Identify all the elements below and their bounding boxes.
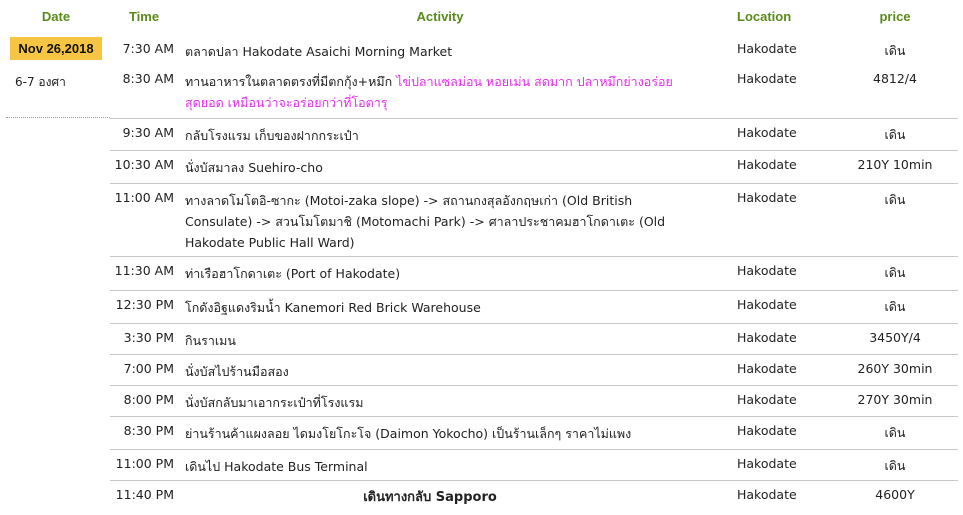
row-activity bbox=[185, 71, 675, 113]
table-row bbox=[110, 183, 958, 257]
row-time: 7:00 PM bbox=[123, 361, 174, 376]
row-activity: โกดังอิฐแดงริมน้ำ Kanemori Red Brick Warehouse bbox=[185, 300, 481, 315]
table-row bbox=[110, 256, 958, 291]
table-row bbox=[110, 150, 958, 184]
row-location: Hakodate bbox=[737, 487, 797, 502]
row-activity-highlight: ไข่ปลาแซลม่อน หอยเม่น สดมาก ปลาหมึกย่างอร่อย สุดยอด เหมือนว่าจะอร่อยกว่าที่โอตารุ bbox=[185, 74, 673, 110]
row-time: 8:30 PM bbox=[123, 423, 174, 438]
row-activity: นั่งบัสมาลง Suehiro-cho bbox=[185, 160, 323, 175]
row-time: 8:00 PM bbox=[123, 392, 174, 407]
row-time: 10:30 AM bbox=[114, 157, 174, 172]
row-price: เดิน bbox=[884, 265, 906, 280]
row-location: Hakodate bbox=[737, 456, 797, 471]
row-activity: ย่านร้านค้าแผงลอย ไดมงโยโกะโจ (Daimon Yokocho) เป็นร้านเล็กๆ ราคาไม่แพง bbox=[185, 426, 632, 441]
row-activity: กลับโรงแรม เก็บของฝากกระเป๋า bbox=[185, 128, 359, 143]
header-location: Location bbox=[737, 9, 792, 24]
temperature-note: 6-7 องศา bbox=[15, 75, 66, 89]
row-price: เดิน bbox=[884, 127, 906, 142]
row-price: เดิน bbox=[884, 192, 906, 207]
row-time: 12:30 PM bbox=[115, 297, 174, 312]
table-row bbox=[110, 416, 958, 450]
row-location: Hakodate bbox=[737, 392, 797, 407]
table-row bbox=[110, 118, 958, 151]
table-row bbox=[110, 35, 958, 65]
row-price: 260Y 30min bbox=[857, 361, 933, 376]
row-price: 4600Y bbox=[875, 487, 915, 502]
row-price: เดิน bbox=[884, 299, 906, 314]
row-time: 7:30 AM bbox=[122, 41, 174, 56]
table-row bbox=[110, 385, 958, 417]
row-location: Hakodate bbox=[737, 41, 797, 56]
row-location: Hakodate bbox=[737, 263, 797, 278]
divider bbox=[6, 117, 110, 118]
row-price: 4812/4 bbox=[873, 71, 917, 86]
row-activity: กินราเมน bbox=[185, 333, 236, 348]
row-location: Hakodate bbox=[737, 423, 797, 438]
header-date: Date bbox=[41, 9, 71, 24]
row-location: Hakodate bbox=[737, 361, 797, 376]
row-location: Hakodate bbox=[737, 157, 797, 172]
row-location: Hakodate bbox=[737, 330, 797, 345]
row-activity: ท่าเรือฮาโกดาเตะ (Port of Hakodate) bbox=[185, 266, 401, 281]
table-row bbox=[110, 323, 958, 355]
row-activity-text: ทานอาหารในตลาดตรงที่มีตกกุ้ง+หมึก bbox=[185, 74, 397, 89]
row-time: 11:40 PM bbox=[115, 487, 174, 502]
row-time: 9:30 AM bbox=[122, 125, 174, 140]
table-header bbox=[0, 0, 963, 34]
row-price: เดิน bbox=[884, 425, 906, 440]
row-activity: เดินไป Hakodate Bus Terminal bbox=[185, 459, 368, 474]
row-location: Hakodate bbox=[737, 125, 797, 140]
row-price: เดิน bbox=[884, 43, 906, 58]
row-location: Hakodate bbox=[737, 297, 797, 312]
row-activity: นั่งบัสไปร้านมือสอง bbox=[185, 364, 289, 379]
date-badge: Nov 26,2018 bbox=[10, 37, 102, 60]
table-row bbox=[110, 480, 958, 515]
row-price: 270Y 30min bbox=[857, 392, 933, 407]
table-row bbox=[110, 449, 958, 481]
row-time: 11:00 PM bbox=[115, 456, 174, 471]
row-activity: เดินทางกลับ Sapporo bbox=[363, 490, 497, 505]
row-activity: ทางลาดโมโตอิ-ซากะ (Motoi-zaka slope) -> สถานกงสุลอังกฤษเก่า (Old British Consulate) -> สวนโมโตมาชิ (Motomachi Park) -> ศาลาประชาคมฮาโกดาเตะ (Old Hakodate Public Hall Ward) bbox=[185, 193, 666, 250]
row-location: Hakodate bbox=[737, 190, 797, 205]
row-time: 3:30 PM bbox=[123, 330, 174, 345]
table-row bbox=[110, 290, 958, 324]
header-time: Time bbox=[128, 9, 160, 24]
row-activity: นั่งบัสกลับมาเอากระเป๋าที่โรงแรม bbox=[185, 395, 364, 410]
row-price: 210Y 10min bbox=[857, 157, 933, 172]
row-price: เดิน bbox=[884, 458, 906, 473]
row-time: 11:30 AM bbox=[114, 263, 174, 278]
header-activity: Activity bbox=[416, 9, 464, 24]
row-location: Hakodate bbox=[737, 71, 797, 86]
row-time: 11:00 AM bbox=[114, 190, 174, 205]
table-row bbox=[110, 354, 958, 386]
table-row bbox=[110, 65, 958, 117]
header-price: price bbox=[879, 9, 911, 24]
row-activity: ตลาดปลา Hakodate Asaichi Morning Market bbox=[185, 44, 453, 59]
row-time: 8:30 AM bbox=[122, 71, 174, 86]
row-price: 3450Y/4 bbox=[869, 330, 921, 345]
